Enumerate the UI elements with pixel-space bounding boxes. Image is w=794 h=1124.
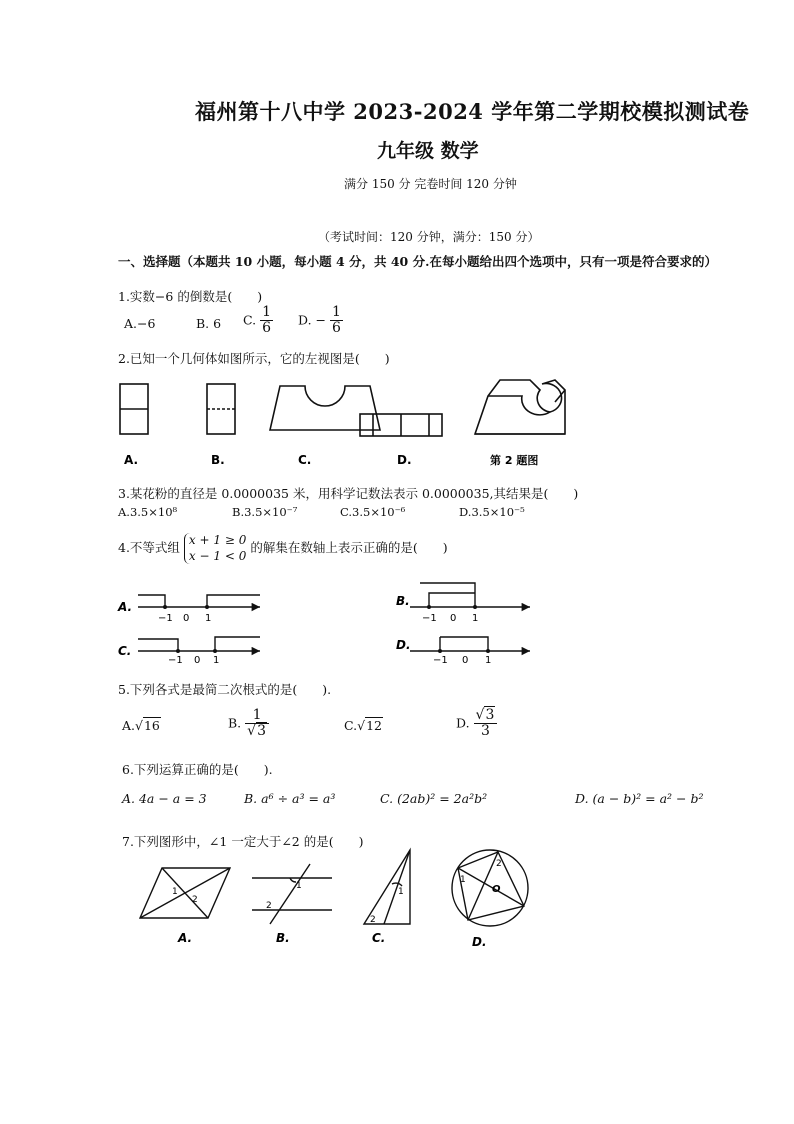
q5-option-b — [228, 708, 269, 740]
q5-a-label: A. — [122, 718, 136, 733]
q7-figure-a — [140, 868, 230, 918]
q5-b-fraction — [245, 708, 269, 740]
page-subtitle: 九年级 数学 — [377, 140, 479, 162]
q5-b-num: 1 — [245, 708, 269, 724]
exam-info: （考试时间：120 分钟，满分：150 分） — [318, 230, 540, 244]
q4-inequality-system — [184, 533, 246, 564]
q4-b-tick-1: 1 — [472, 613, 479, 624]
q5-c-radicand: 12 — [366, 718, 382, 733]
q5-b-label: B. — [228, 715, 242, 731]
q5-option-a: A.√16 — [122, 718, 160, 733]
q5-b-den: √3 — [247, 723, 266, 740]
q3-option-d: D.3.5×10⁻⁵ — [459, 505, 525, 519]
q2-figure-b — [207, 384, 235, 434]
q4-c-tick-0: 0 — [194, 655, 201, 665]
q4-a-tick-neg1: −1 — [158, 613, 173, 624]
q1-option-d — [298, 305, 343, 337]
q5-option-c: C.√12 — [344, 718, 382, 733]
q6-stem: 6.下列运算正确的是( ). — [122, 762, 273, 777]
q7-figure-b — [252, 864, 332, 924]
q4-label-a: A. — [118, 600, 133, 614]
q1-option-c-fraction — [260, 305, 273, 337]
q7-label-d: D. — [472, 935, 487, 949]
q7-label-c: C. — [372, 931, 386, 945]
q5-d-label: D. — [456, 715, 470, 731]
q7-c-angle-2: 2 — [370, 915, 376, 925]
q1-d-num: 1 — [331, 304, 341, 320]
q6-option-a: A. 4a − a = 3 — [122, 791, 207, 806]
q2-stem: 2.已知一个几何体如图所示，它的左视图是( ) — [118, 351, 390, 366]
q2-label-d: D. — [397, 453, 412, 467]
q4-line-c — [138, 637, 260, 651]
q1-option-c — [243, 305, 273, 337]
q7-b-angle-2: 2 — [266, 901, 272, 911]
q7-a-angle-1: 1 — [172, 887, 178, 897]
q3-stem: 3.某花粉的直径是 0.0000035 米，用科学记数法表示 0.0000035,其结果是( ) — [118, 486, 579, 501]
q2-figure-caption: 第 2 题图 — [490, 454, 539, 467]
q2-label-a: A. — [124, 453, 139, 467]
q4-d-tick-1: 1 — [485, 655, 492, 665]
q2-figure-d — [360, 414, 442, 436]
q4-b-tick-neg1: −1 — [422, 613, 437, 624]
q4-label-b: B. — [396, 594, 410, 608]
q7-stem: 7.下列图形中，∠1 一定大于∠2 的是( ) — [122, 834, 364, 849]
q4-label-d: D. — [396, 638, 411, 652]
q4-a-tick-0: 0 — [183, 613, 190, 624]
q4-d-tick-neg1: −1 — [433, 655, 448, 665]
page-title: 福州第十八中学 2023-2024 学年第二学期校模拟测试卷 — [195, 99, 750, 124]
q7-figures — [120, 846, 540, 951]
q7-d-angle-2: 2 — [496, 859, 502, 869]
q3-option-a: A.3.5×10⁸ — [118, 505, 178, 519]
q2-label-b: B. — [211, 453, 225, 467]
q1-option-d-fraction — [330, 305, 343, 337]
q1-option-b: B. 6 — [196, 316, 222, 331]
q1-stem: 1.实数−6 的倒数是( ) — [118, 289, 263, 304]
q4-stem-prefix: 4.不等式组 — [118, 540, 180, 556]
q2-solid-figure — [475, 380, 565, 434]
q2-figures — [110, 372, 580, 472]
q5-d-num: √3 — [474, 708, 498, 724]
q4-label-c: C. — [118, 644, 132, 658]
q7-a-angle-2: 2 — [192, 895, 198, 905]
q5-c-label: C. — [344, 718, 358, 733]
q4-line-b — [410, 583, 530, 607]
q5-b-den-radicand: 3 — [257, 723, 266, 740]
q7-b-angle-1: 1 — [296, 881, 302, 891]
q2-figure-a — [120, 384, 148, 434]
q4-c-tick-1: 1 — [213, 655, 220, 665]
q7-c-angle-1: 1 — [398, 887, 404, 897]
q4-d-tick-0: 0 — [462, 655, 469, 665]
score-line: 满分 150 分 完卷时间 120 分钟 — [344, 177, 517, 191]
q1-option-d-label: D. − — [298, 312, 326, 328]
q5-d-num-radicand: 3 — [485, 707, 495, 723]
q1-option-c-label: C. — [243, 312, 257, 328]
q4-ineq-1: x + 1 ≥ 0 — [188, 533, 247, 547]
q4-c-tick-neg1: −1 — [168, 655, 183, 665]
q7-figure-d — [452, 850, 528, 926]
q5-d-den: 3 — [481, 723, 490, 740]
q5-option-d — [456, 708, 497, 740]
q4-stem-suffix: 的解集在数轴上表示正确的是( ) — [250, 540, 448, 556]
q7-label-a: A. — [178, 931, 193, 945]
section-heading: 一、选择题（本题共 10 小题，每小题 4 分，共 40 分.在每小题给出四个选项中，只有一项是符合要求的） — [118, 254, 717, 269]
q7-d-center: O — [492, 884, 501, 895]
q4-number-lines — [110, 575, 540, 665]
q4-stem — [118, 533, 448, 564]
q5-d-fraction — [474, 708, 498, 740]
q1-option-a: A.−6 — [124, 316, 156, 331]
q2-label-c: C. — [298, 453, 312, 467]
q7-label-b: B. — [276, 931, 290, 945]
q3-option-c: C.3.5×10⁻⁶ — [340, 505, 406, 519]
q4-a-tick-1: 1 — [205, 613, 212, 624]
q6-option-d: D. (a − b)² = a² − b² — [575, 791, 704, 806]
q4-ineq-2: x − 1 < 0 — [188, 548, 247, 563]
q3-option-b: B.3.5×10⁻⁷ — [232, 505, 298, 519]
q1-c-num: 1 — [262, 304, 271, 320]
q1-d-den: 6 — [331, 320, 341, 337]
q5-a-radicand: 16 — [143, 718, 160, 733]
q2-figure-c — [270, 386, 380, 430]
q7-d-angle-1: 1 — [460, 875, 466, 885]
q4-line-d — [410, 637, 530, 651]
q6-option-c: C. (2ab)² = 2a²b² — [380, 791, 488, 806]
q1-c-den: 6 — [262, 320, 271, 337]
q4-b-tick-0: 0 — [450, 613, 457, 624]
q4-line-a — [138, 595, 260, 607]
q6-option-b: B. a⁶ ÷ a³ = a³ — [244, 791, 336, 806]
q5-stem: 5.下列各式是最简二次根式的是( ). — [118, 682, 332, 697]
